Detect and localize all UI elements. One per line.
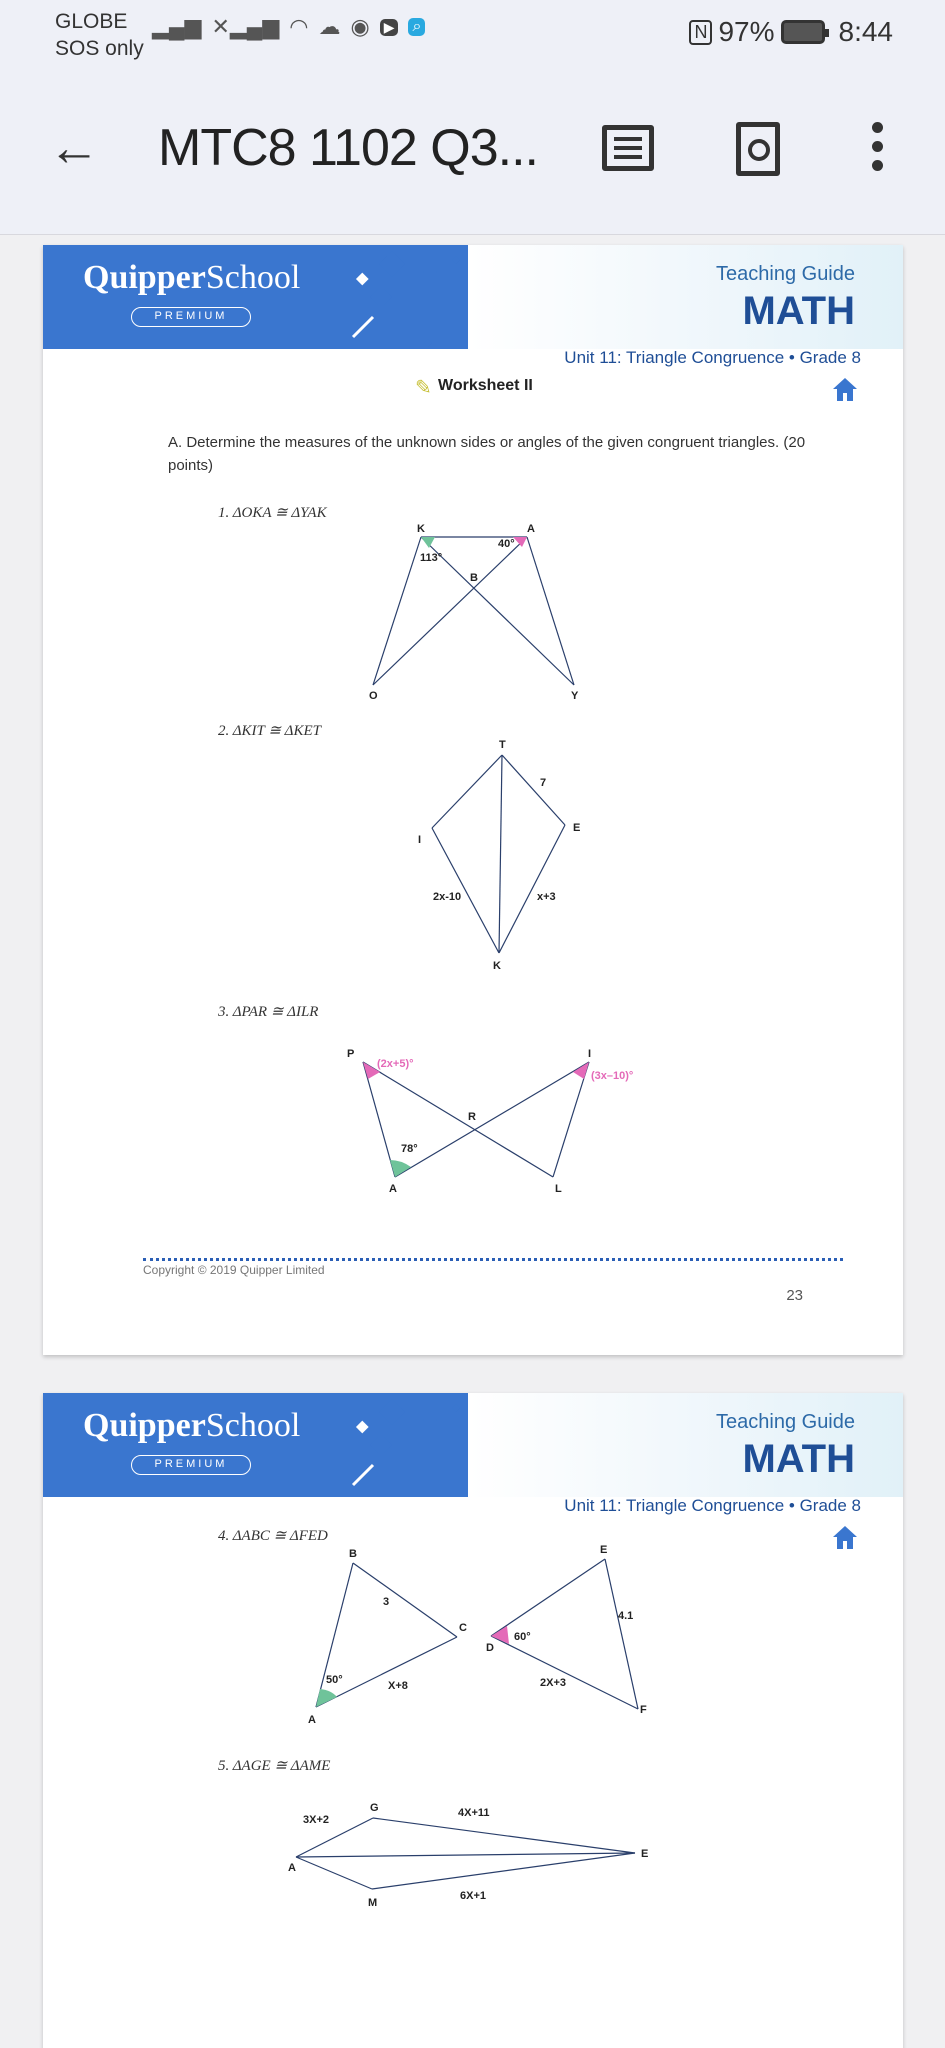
teaching-guide-label-2: Teaching Guide [716, 1411, 855, 1433]
p3-angle-i: (3x–10)° [591, 1070, 634, 1082]
p4-label-f: F [640, 1704, 647, 1716]
signal-icon: ▂▄▆ [152, 14, 202, 39]
p1-label-a: A [527, 523, 535, 535]
p5-side-ag: 3X+2 [303, 1814, 329, 1826]
p4-label-e: E [600, 1544, 608, 1556]
p4-label-c: C [459, 1622, 467, 1634]
p4-side-df: 2X+3 [540, 1677, 566, 1689]
carrier-name: GLOBE [55, 10, 128, 33]
p5-side-me: 6X+1 [460, 1890, 486, 1902]
status-right [689, 16, 893, 48]
carrier-status: SOS only [55, 37, 144, 60]
worksheet-title: Worksheet II [438, 377, 533, 394]
p5-label-e: E [641, 1848, 649, 1860]
p4-label-d: D [486, 1642, 494, 1654]
p1-label-k: K [417, 523, 425, 535]
search-app-icon: ⌕ [408, 18, 425, 36]
quipper-logo-2: QuipperSchool [83, 1407, 301, 1444]
p3-label-l: L [555, 1183, 562, 1195]
wifi-icon: ◠ [289, 14, 309, 39]
p2-label-k: K [493, 960, 501, 972]
subject-label-2: MATH [742, 1437, 855, 1481]
p4-label-a: A [308, 1714, 316, 1726]
document-title: MTC8 1102 Q3... [158, 119, 538, 177]
p5-label-m: M [368, 1897, 378, 1909]
instruction-text: A. Determine the measures of the unknown sides or angles of the given congruent triangles. (20 points) [168, 434, 806, 474]
p1-label-b: B [470, 572, 478, 584]
p2-side-te: 7 [540, 777, 547, 789]
battery-percent: 97% [718, 16, 775, 47]
page-number: 23 [786, 1287, 803, 1304]
copyright: Copyright © 2019 Quipper Limited [143, 1263, 325, 1277]
back-arrow-icon[interactable]: ← [48, 119, 100, 177]
carrier-info [55, 8, 144, 62]
more-vert-icon[interactable] [872, 122, 886, 179]
p1-angle-k: 113° [420, 552, 443, 564]
p5-side-ge: 4X+11 [458, 1807, 490, 1819]
p4-angle-d: 60° [514, 1631, 531, 1643]
nfc-icon: N [689, 20, 712, 45]
document-page-2 [43, 1393, 903, 2048]
problem-1-statement: 1. ΔOKA ≅ ΔYAK [218, 505, 327, 521]
p5-label-a: A [288, 1862, 296, 1874]
p2-label-i: I [418, 834, 422, 846]
pencil-icon: ✎ [415, 377, 432, 399]
chrome-icon: ◉ [350, 14, 370, 39]
p2-label-t: T [499, 739, 506, 751]
teaching-guide-label: Teaching Guide [716, 263, 855, 285]
p3-label-p: P [347, 1048, 355, 1060]
p3-angle-p: (2x+5)° [377, 1058, 414, 1070]
p2-side-ek: x+3 [537, 891, 556, 903]
cloud-icon: ☁ [318, 14, 341, 39]
p4-label-b: B [349, 1548, 357, 1560]
problem-3-figure [43, 245, 903, 1355]
notes-icon[interactable] [602, 125, 654, 171]
p3-label-r: R [468, 1111, 476, 1123]
status-icons [152, 14, 425, 40]
quipper-logo: QuipperSchool [83, 259, 301, 296]
p1-label-o: O [369, 690, 378, 702]
p1-angle-a: 40° [498, 538, 515, 550]
p4-side-ac: X+8 [388, 1680, 408, 1692]
p4-side-bc: 3 [383, 1596, 390, 1608]
p4-side-ef: 4.1 [618, 1610, 634, 1622]
p4-angle-a: 50° [326, 1674, 343, 1686]
problem-4-statement: 4. ΔABC ≅ ΔFED [218, 1528, 328, 1544]
no-signal-icon: ✕▂▄▆ [211, 14, 280, 39]
document-page-1 [43, 245, 903, 1355]
premium-badge-2: PREMIUM [131, 1455, 251, 1475]
subject-label: MATH [742, 289, 855, 333]
p1-label-y: Y [571, 690, 579, 702]
problem-2-statement: 2. ΔKIT ≅ ΔKET [218, 723, 321, 739]
unit-label-2: Unit 11: Triangle Congruence • Grade 8 [564, 1496, 861, 1515]
p5-label-g: G [370, 1802, 379, 1814]
p3-label-i: I [588, 1048, 592, 1060]
search-document-icon[interactable] [736, 122, 780, 176]
youtube-icon: ▶ [380, 19, 399, 36]
p3-angle-a: 78° [401, 1143, 418, 1155]
problem-5-figure [43, 1393, 903, 2048]
problem-3-statement: 3. ΔPAR ≅ ΔILR [218, 1004, 319, 1020]
footer-divider [143, 1258, 843, 1262]
battery-icon [781, 20, 825, 44]
premium-badge: PREMIUM [131, 307, 251, 327]
p2-label-e: E [573, 822, 581, 834]
clock: 8:44 [838, 16, 893, 47]
p3-label-a: A [389, 1183, 397, 1195]
status-bar [0, 0, 945, 70]
p2-side-ik: 2x-10 [433, 891, 462, 903]
app-bar [0, 70, 945, 235]
unit-label: Unit 11: Triangle Congruence • Grade 8 [564, 348, 861, 367]
problem-5-statement: 5. ΔAGE ≅ ΔAME [218, 1758, 331, 1774]
